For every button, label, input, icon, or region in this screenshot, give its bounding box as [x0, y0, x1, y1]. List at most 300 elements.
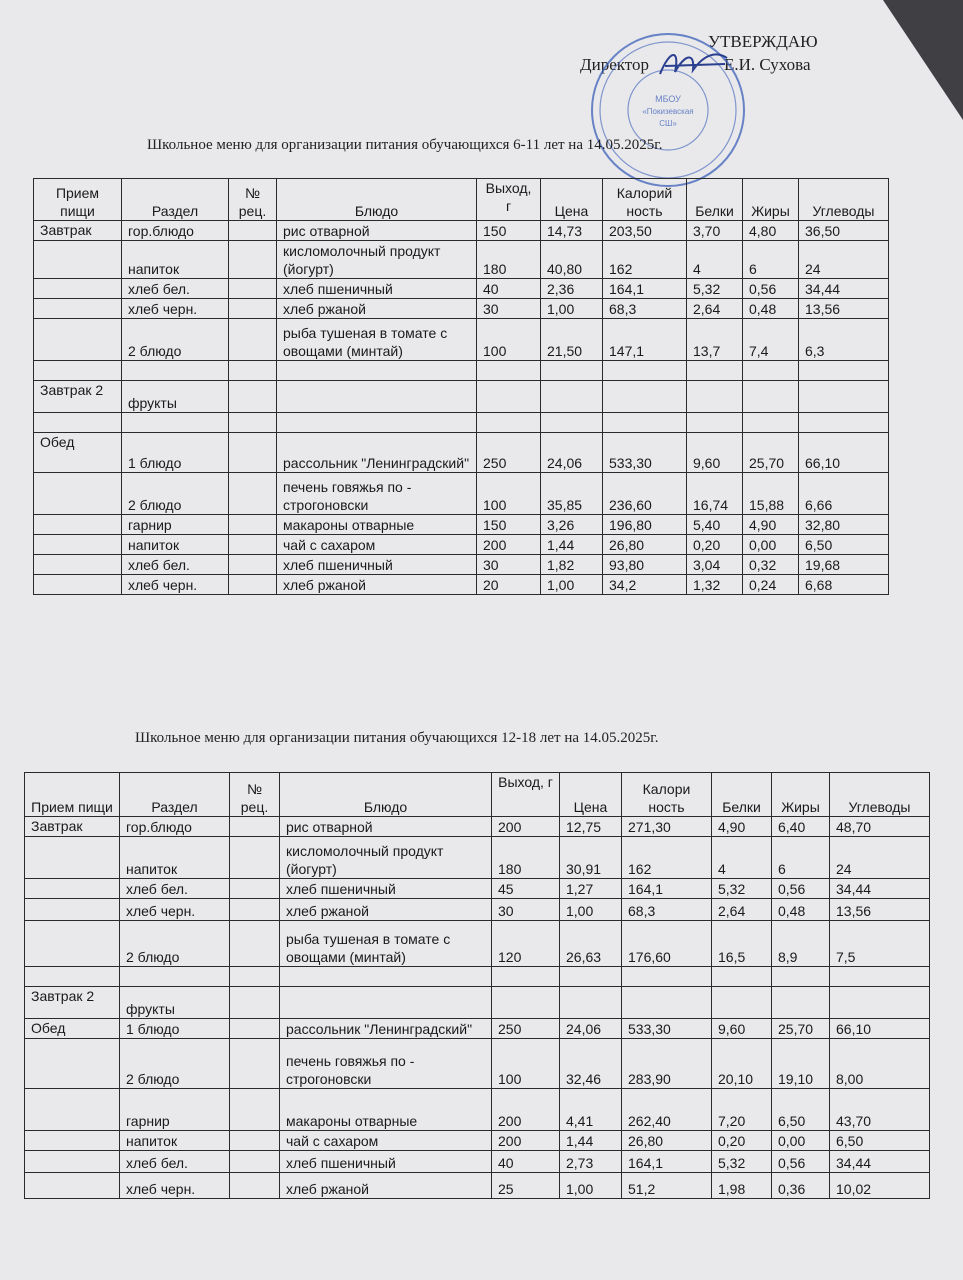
kcal-cell: 176,60	[622, 921, 712, 967]
carbs-cell: 6,66	[799, 473, 889, 515]
rec-cell	[229, 413, 277, 433]
menu1-title: Школьное меню для организации питания обучающихся 6-11 лет на 14.05.2025г.	[147, 137, 663, 153]
kcal-cell	[603, 381, 687, 413]
price-cell: 1,27	[560, 879, 622, 899]
price-cell	[560, 987, 622, 1019]
price-cell: 1,00	[541, 299, 603, 319]
dish-cell: рис отварной	[277, 221, 477, 241]
meal-cell: Завтрак 2	[25, 987, 120, 1019]
rec-cell	[230, 967, 280, 987]
section-cell	[122, 361, 229, 381]
table-row	[34, 361, 889, 381]
fat-cell: 19,10	[772, 1039, 830, 1089]
yield-cell	[477, 413, 541, 433]
meal-cell	[34, 319, 122, 361]
header-meal: Прием пищи	[34, 179, 122, 221]
table-row	[34, 241, 889, 279]
header-section: Раздел	[120, 773, 230, 817]
menu2-title: Школьное меню для организации питания обучающихся 12-18 лет на 14.05.2025г.	[135, 730, 659, 746]
carbs-cell: 6,50	[830, 1131, 930, 1151]
price-cell	[541, 413, 603, 433]
protein-cell: 1,98	[712, 1173, 772, 1199]
fat-cell	[772, 987, 830, 1019]
yield-cell: 200	[492, 817, 560, 837]
protein-cell: 0,20	[712, 1131, 772, 1151]
table-row	[34, 413, 889, 433]
carbs-cell: 6,3	[799, 319, 889, 361]
protein-cell: 1,32	[687, 575, 743, 595]
section-cell: гарнир	[122, 515, 229, 535]
section-cell: фрукты	[122, 381, 229, 413]
carbs-cell: 6,68	[799, 575, 889, 595]
dish-cell: хлеб ржаной	[277, 575, 477, 595]
dish-cell: макароны отварные	[280, 1089, 492, 1131]
price-cell: 1,00	[541, 575, 603, 595]
rec-cell	[229, 535, 277, 555]
yield-cell: 150	[477, 221, 541, 241]
section-cell: 2 блюдо	[120, 1039, 230, 1089]
price-cell: 4,41	[560, 1089, 622, 1131]
header-rec: № рец.	[230, 773, 280, 817]
price-cell: 30,91	[560, 837, 622, 879]
kcal-cell	[603, 361, 687, 381]
carbs-cell: 32,80	[799, 515, 889, 535]
carbs-cell	[830, 967, 930, 987]
section-cell: 2 блюдо	[120, 921, 230, 967]
price-cell: 14,73	[541, 221, 603, 241]
header-yield: Выход, г	[492, 773, 560, 817]
rec-cell	[229, 361, 277, 381]
section-cell: хлеб бел.	[120, 1151, 230, 1173]
menu2-header-row	[25, 773, 930, 817]
table-row	[34, 299, 889, 319]
protein-cell: 2,64	[712, 899, 772, 921]
table-row	[34, 279, 889, 299]
rec-cell	[229, 381, 277, 413]
dish-cell: рассольник "Ленинградский"	[277, 433, 477, 473]
svg-text:СШ»: СШ»	[659, 119, 677, 128]
meal-cell	[25, 837, 120, 879]
fat-cell: 0,56	[772, 879, 830, 899]
yield-cell: 200	[492, 1131, 560, 1151]
fat-cell: 4,90	[743, 515, 799, 535]
price-cell: 24,06	[560, 1019, 622, 1039]
section-cell: хлеб черн.	[120, 1173, 230, 1199]
section-cell: хлеб черн.	[122, 299, 229, 319]
yield-cell: 30	[492, 899, 560, 921]
dish-cell: печень говяжья по - строгоновски	[277, 473, 477, 515]
section-cell: фрукты	[120, 987, 230, 1019]
yield-cell: 180	[492, 837, 560, 879]
carbs-cell	[799, 413, 889, 433]
meal-cell	[25, 899, 120, 921]
rec-cell	[230, 1173, 280, 1199]
meal-cell	[25, 921, 120, 967]
kcal-cell	[622, 987, 712, 1019]
rec-cell	[230, 1131, 280, 1151]
yield-cell	[492, 967, 560, 987]
meal-cell	[34, 241, 122, 279]
meal-cell	[34, 535, 122, 555]
rec-cell	[229, 279, 277, 299]
yield-cell: 250	[477, 433, 541, 473]
carbs-cell: 66,10	[830, 1019, 930, 1039]
kcal-cell: 147,1	[603, 319, 687, 361]
fat-cell: 0,36	[772, 1173, 830, 1199]
yield-cell: 45	[492, 879, 560, 899]
carbs-cell: 7,5	[830, 921, 930, 967]
kcal-cell: 34,2	[603, 575, 687, 595]
price-cell: 1,00	[560, 1173, 622, 1199]
yield-cell: 30	[477, 555, 541, 575]
yield-cell	[477, 361, 541, 381]
table-row	[34, 535, 889, 555]
yield-cell	[477, 381, 541, 413]
kcal-cell: 196,80	[603, 515, 687, 535]
rec-cell	[230, 837, 280, 879]
dish-cell: хлеб пшеничный	[277, 279, 477, 299]
kcal-cell: 68,3	[622, 899, 712, 921]
section-cell: напиток	[120, 837, 230, 879]
header-carbs: Углеводы	[830, 773, 930, 817]
protein-cell: 7,20	[712, 1089, 772, 1131]
price-cell: 2,36	[541, 279, 603, 299]
table-row	[25, 1019, 930, 1039]
meal-cell	[25, 1173, 120, 1199]
protein-cell: 4	[687, 241, 743, 279]
kcal-cell: 51,2	[622, 1173, 712, 1199]
fat-cell: 6,40	[772, 817, 830, 837]
dish-cell: рыба тушеная в томате с овощами (минтай)	[280, 921, 492, 967]
yield-cell: 40	[477, 279, 541, 299]
protein-cell: 0,20	[687, 535, 743, 555]
dish-cell: хлеб пшеничный	[277, 555, 477, 575]
kcal-cell: 283,90	[622, 1039, 712, 1089]
rec-cell	[229, 575, 277, 595]
fat-cell: 0,24	[743, 575, 799, 595]
protein-cell: 5,32	[712, 1151, 772, 1173]
meal-cell	[34, 575, 122, 595]
carbs-cell: 66,10	[799, 433, 889, 473]
rec-cell	[230, 1151, 280, 1173]
table-row	[25, 967, 930, 987]
fat-cell: 6	[743, 241, 799, 279]
rec-cell	[230, 817, 280, 837]
dish-cell: хлеб пшеничный	[280, 1151, 492, 1173]
rec-cell	[230, 1089, 280, 1131]
fat-cell	[743, 381, 799, 413]
header-protein: Белки	[687, 179, 743, 221]
table-row	[34, 575, 889, 595]
dish-cell: рис отварной	[280, 817, 492, 837]
dish-cell: кисломолочный продукт (йогурт)	[277, 241, 477, 279]
table-row	[25, 1173, 930, 1199]
fat-cell: 0,32	[743, 555, 799, 575]
price-cell: 1,44	[541, 535, 603, 555]
kcal-cell: 68,3	[603, 299, 687, 319]
protein-cell: 3,04	[687, 555, 743, 575]
header-rec: № рец.	[229, 179, 277, 221]
protein-cell: 5,32	[687, 279, 743, 299]
yield-cell: 20	[477, 575, 541, 595]
fat-cell	[743, 361, 799, 381]
protein-cell: 2,64	[687, 299, 743, 319]
yield-cell: 30	[477, 299, 541, 319]
meal-cell	[34, 473, 122, 515]
dish-cell: хлеб ржаной	[280, 1173, 492, 1199]
price-cell: 24,06	[541, 433, 603, 473]
section-cell: напиток	[122, 535, 229, 555]
header-kcal: Калори ность	[622, 773, 712, 817]
rec-cell	[229, 241, 277, 279]
table-row	[25, 987, 930, 1019]
carbs-cell: 34,44	[830, 1151, 930, 1173]
kcal-cell: 271,30	[622, 817, 712, 837]
rec-cell	[229, 473, 277, 515]
rec-cell	[229, 555, 277, 575]
table-row	[25, 817, 930, 837]
dish-cell	[277, 413, 477, 433]
carbs-cell: 10,02	[830, 1173, 930, 1199]
yield-cell: 100	[492, 1039, 560, 1089]
protein-cell: 13,7	[687, 319, 743, 361]
carbs-cell	[799, 361, 889, 381]
header-section: Раздел	[122, 179, 229, 221]
meal-cell	[34, 361, 122, 381]
table-row	[34, 515, 889, 535]
carbs-cell: 24	[799, 241, 889, 279]
kcal-cell: 26,80	[603, 535, 687, 555]
kcal-cell: 162	[622, 837, 712, 879]
fat-cell: 0,48	[772, 899, 830, 921]
yield-cell: 180	[477, 241, 541, 279]
carbs-cell	[830, 987, 930, 1019]
menu1-header-row	[34, 179, 889, 221]
price-cell	[541, 381, 603, 413]
svg-text:«Покизевская: «Покизевская	[642, 107, 694, 116]
protein-cell: 5,32	[712, 879, 772, 899]
carbs-cell: 13,56	[799, 299, 889, 319]
price-cell: 32,46	[560, 1039, 622, 1089]
meal-cell	[25, 1131, 120, 1151]
dish-cell: хлеб ржаной	[277, 299, 477, 319]
fat-cell: 4,80	[743, 221, 799, 241]
carbs-cell: 36,50	[799, 221, 889, 241]
protein-cell	[712, 987, 772, 1019]
section-cell: гарнир	[120, 1089, 230, 1131]
price-cell: 3,26	[541, 515, 603, 535]
meal-cell	[25, 1039, 120, 1089]
table-row	[34, 473, 889, 515]
section-cell	[120, 967, 230, 987]
protein-cell	[687, 381, 743, 413]
section-cell: 2 блюдо	[122, 319, 229, 361]
header-price: Цена	[541, 179, 603, 221]
menu2-table	[24, 772, 930, 1199]
meal-cell: Обед	[34, 433, 122, 473]
kcal-cell: 236,60	[603, 473, 687, 515]
kcal-cell: 164,1	[622, 879, 712, 899]
table-row	[34, 433, 889, 473]
dish-cell: хлеб пшеничный	[280, 879, 492, 899]
yield-cell	[492, 987, 560, 1019]
rec-cell	[230, 899, 280, 921]
meal-cell	[25, 879, 120, 899]
background-corner	[883, 0, 963, 120]
dish-cell: чай с сахаром	[277, 535, 477, 555]
yield-cell: 100	[477, 473, 541, 515]
protein-cell	[712, 967, 772, 987]
section-cell: хлеб бел.	[120, 879, 230, 899]
carbs-cell: 19,68	[799, 555, 889, 575]
rec-cell	[230, 879, 280, 899]
yield-cell: 100	[477, 319, 541, 361]
table-row	[25, 921, 930, 967]
table-row	[25, 1039, 930, 1089]
rec-cell	[230, 1019, 280, 1039]
price-cell: 1,44	[560, 1131, 622, 1151]
fat-cell: 6	[772, 837, 830, 879]
yield-cell: 200	[477, 535, 541, 555]
yield-cell: 25	[492, 1173, 560, 1199]
dish-cell: рассольник "Ленинградский"	[280, 1019, 492, 1039]
kcal-cell: 93,80	[603, 555, 687, 575]
rec-cell	[230, 1039, 280, 1089]
protein-cell: 4	[712, 837, 772, 879]
fat-cell: 0,00	[743, 535, 799, 555]
dish-cell	[280, 967, 492, 987]
table-row	[34, 221, 889, 241]
fat-cell: 25,70	[772, 1019, 830, 1039]
signature-icon	[655, 44, 735, 84]
kcal-cell	[603, 413, 687, 433]
price-cell: 2,73	[560, 1151, 622, 1173]
header-dish: Блюдо	[280, 773, 492, 817]
section-cell: напиток	[122, 241, 229, 279]
table-row	[25, 879, 930, 899]
protein-cell: 16,74	[687, 473, 743, 515]
protein-cell: 9,60	[712, 1019, 772, 1039]
meal-cell	[34, 279, 122, 299]
fat-cell: 15,88	[743, 473, 799, 515]
meal-cell	[34, 515, 122, 535]
protein-cell: 9,60	[687, 433, 743, 473]
table-row	[34, 319, 889, 361]
price-cell: 1,00	[560, 899, 622, 921]
dish-cell	[277, 361, 477, 381]
protein-cell	[687, 413, 743, 433]
meal-cell: Завтрак 2	[34, 381, 122, 413]
price-cell: 1,82	[541, 555, 603, 575]
table-row	[25, 1131, 930, 1151]
carbs-cell: 8,00	[830, 1039, 930, 1089]
price-cell	[560, 967, 622, 987]
fat-cell: 0,00	[772, 1131, 830, 1151]
fat-cell: 0,56	[743, 279, 799, 299]
section-cell: гор.блюдо	[122, 221, 229, 241]
header-meal: Прием пищи	[25, 773, 120, 817]
kcal-cell: 533,30	[622, 1019, 712, 1039]
fat-cell	[743, 413, 799, 433]
meal-cell: Завтрак	[25, 817, 120, 837]
section-cell: хлеб черн.	[122, 575, 229, 595]
rec-cell	[230, 987, 280, 1019]
kcal-cell: 162	[603, 241, 687, 279]
rec-cell	[229, 515, 277, 535]
dish-cell	[277, 381, 477, 413]
section-cell: 2 блюдо	[122, 473, 229, 515]
table-row	[25, 1089, 930, 1131]
yield-cell: 120	[492, 921, 560, 967]
fat-cell: 0,56	[772, 1151, 830, 1173]
meal-cell	[34, 413, 122, 433]
meal-cell	[34, 555, 122, 575]
yield-cell: 200	[492, 1089, 560, 1131]
header-carbs: Углеводы	[799, 179, 889, 221]
carbs-cell: 34,44	[799, 279, 889, 299]
header-fat: Жиры	[772, 773, 830, 817]
price-cell: 26,63	[560, 921, 622, 967]
kcal-cell	[622, 967, 712, 987]
meal-cell	[25, 967, 120, 987]
section-cell: хлеб бел.	[122, 279, 229, 299]
section-cell: напиток	[120, 1131, 230, 1151]
meal-cell: Завтрак	[34, 221, 122, 241]
fat-cell: 6,50	[772, 1089, 830, 1131]
kcal-cell: 164,1	[603, 279, 687, 299]
carbs-cell: 34,44	[830, 879, 930, 899]
protein-cell: 3,70	[687, 221, 743, 241]
fat-cell	[772, 967, 830, 987]
header-kcal: Калорий ность	[603, 179, 687, 221]
header-price: Цена	[560, 773, 622, 817]
table-row	[34, 381, 889, 413]
rec-cell	[229, 433, 277, 473]
yield-cell: 40	[492, 1151, 560, 1173]
rec-cell	[229, 221, 277, 241]
protein-cell: 5,40	[687, 515, 743, 535]
director-label: Директор	[580, 55, 649, 74]
dish-cell: кисломолочный продукт (йогурт)	[280, 837, 492, 879]
dish-cell: чай с сахаром	[280, 1131, 492, 1151]
section-cell: хлеб черн.	[120, 899, 230, 921]
header-dish: Блюдо	[277, 179, 477, 221]
kcal-cell: 26,80	[622, 1131, 712, 1151]
fat-cell: 0,48	[743, 299, 799, 319]
protein-cell: 20,10	[712, 1039, 772, 1089]
rec-cell	[230, 921, 280, 967]
carbs-cell: 24	[830, 837, 930, 879]
meal-cell	[25, 1089, 120, 1131]
yield-cell: 250	[492, 1019, 560, 1039]
carbs-cell: 6,50	[799, 535, 889, 555]
dish-cell: печень говяжья по - строгоновски	[280, 1039, 492, 1089]
fat-cell: 25,70	[743, 433, 799, 473]
section-cell: хлеб бел.	[122, 555, 229, 575]
kcal-cell: 533,30	[603, 433, 687, 473]
yield-cell: 150	[477, 515, 541, 535]
director-name: Е.И. Сухова	[723, 55, 811, 74]
price-cell: 35,85	[541, 473, 603, 515]
meal-cell	[25, 1151, 120, 1173]
svg-text:МБОУ: МБОУ	[655, 94, 681, 104]
kcal-cell: 203,50	[603, 221, 687, 241]
rec-cell	[229, 299, 277, 319]
protein-cell: 16,5	[712, 921, 772, 967]
meal-cell	[34, 299, 122, 319]
section-cell: гор.блюдо	[120, 817, 230, 837]
kcal-cell: 164,1	[622, 1151, 712, 1173]
